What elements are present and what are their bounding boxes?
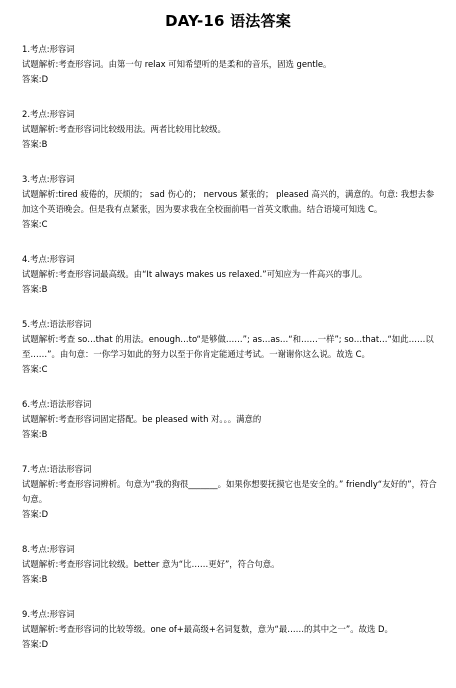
answer-key: 答案:B (22, 429, 48, 439)
answer-item-2 (22, 107, 442, 152)
answer-analysis: 试题解析:考查形容词的比较等级。one of+最高级+名词复数，意为“最……的其中之一”。故选 D。 (22, 624, 393, 634)
answer-item-6 (22, 397, 442, 442)
answer-point: 9.考点:形容词 (22, 609, 75, 619)
answer-item-8 (22, 542, 442, 587)
answer-point: 4.考点:形容词 (22, 254, 75, 264)
answer-point: 6.考点:语法形容词 (22, 399, 92, 409)
answer-analysis: 试题解析:考查形容词固定搭配。be pleased with 对。。。满意的 (22, 414, 262, 424)
answer-analysis: 试题解析:考查 so…that 的用法。enough…to“是够做……”; as…as…“和……一样”; so…that…“如此……以至……”。由句意：一你学习如此的努力以至于你肯定能通过考试。一谢谢你这么说。故选 C。 (22, 334, 434, 359)
answer-item-9 (22, 607, 442, 652)
answer-item-1 (22, 42, 442, 87)
answer-point: 2.考点:形容词 (22, 109, 75, 119)
answer-key: 答案:C (22, 364, 48, 374)
answer-list (22, 42, 442, 652)
answer-point: 8.考点:形容词 (22, 544, 75, 554)
answer-key: 答案:C (22, 219, 48, 229)
answer-key: 答案:B (22, 284, 48, 294)
answer-item-3 (22, 172, 442, 232)
answer-analysis: 试题解析:考查形容词辨析。句意为“我的狗很_______。如果你想要抚摸它也是安全的。” friendly“友好的”，符合句意。 (22, 479, 437, 504)
answer-point: 3.考点:形容词 (22, 174, 75, 184)
answer-item-7 (22, 462, 442, 522)
answer-analysis: 试题解析:考查形容词比较级用法。两者比较用比较级。 (22, 124, 226, 134)
answer-key: 答案:D (22, 509, 49, 519)
answer-point: 1.考点:形容词 (22, 44, 75, 54)
answer-key: 答案:B (22, 139, 48, 149)
page-title: DAY-16 语法答案 (165, 12, 291, 30)
answer-point: 7.考点:语法形容词 (22, 464, 92, 474)
answer-key: 答案:B (22, 574, 48, 584)
answer-analysis: 试题解析:考查形容词最高级。由“It always makes us relaxed.”可知应为一件高兴的事儿。 (22, 269, 368, 279)
answer-key: 答案:D (22, 639, 49, 649)
answer-analysis: 试题解析:tired 疲倦的，厌烦的； sad 伤心的； nervous 紧张的； pleased 高兴的，满意的。句意: 我想去参加这个英语晚会。但是我有点紧张，因为要求我在全校面前唱一首英文歌曲。结合语境可知选 C。 (22, 189, 435, 214)
answer-analysis: 试题解析:考查形容词比较级。better 意为“比……更好”，符合句意。 (22, 559, 280, 569)
answer-item-5 (22, 317, 442, 377)
answer-analysis: 试题解析:考查形容词。由第一句 relax 可知希望听的是柔和的音乐，固选 gentle。 (22, 59, 332, 69)
answer-point: 5.考点:语法形容词 (22, 319, 92, 329)
answer-item-4 (22, 252, 442, 297)
answer-key: 答案:D (22, 74, 49, 84)
